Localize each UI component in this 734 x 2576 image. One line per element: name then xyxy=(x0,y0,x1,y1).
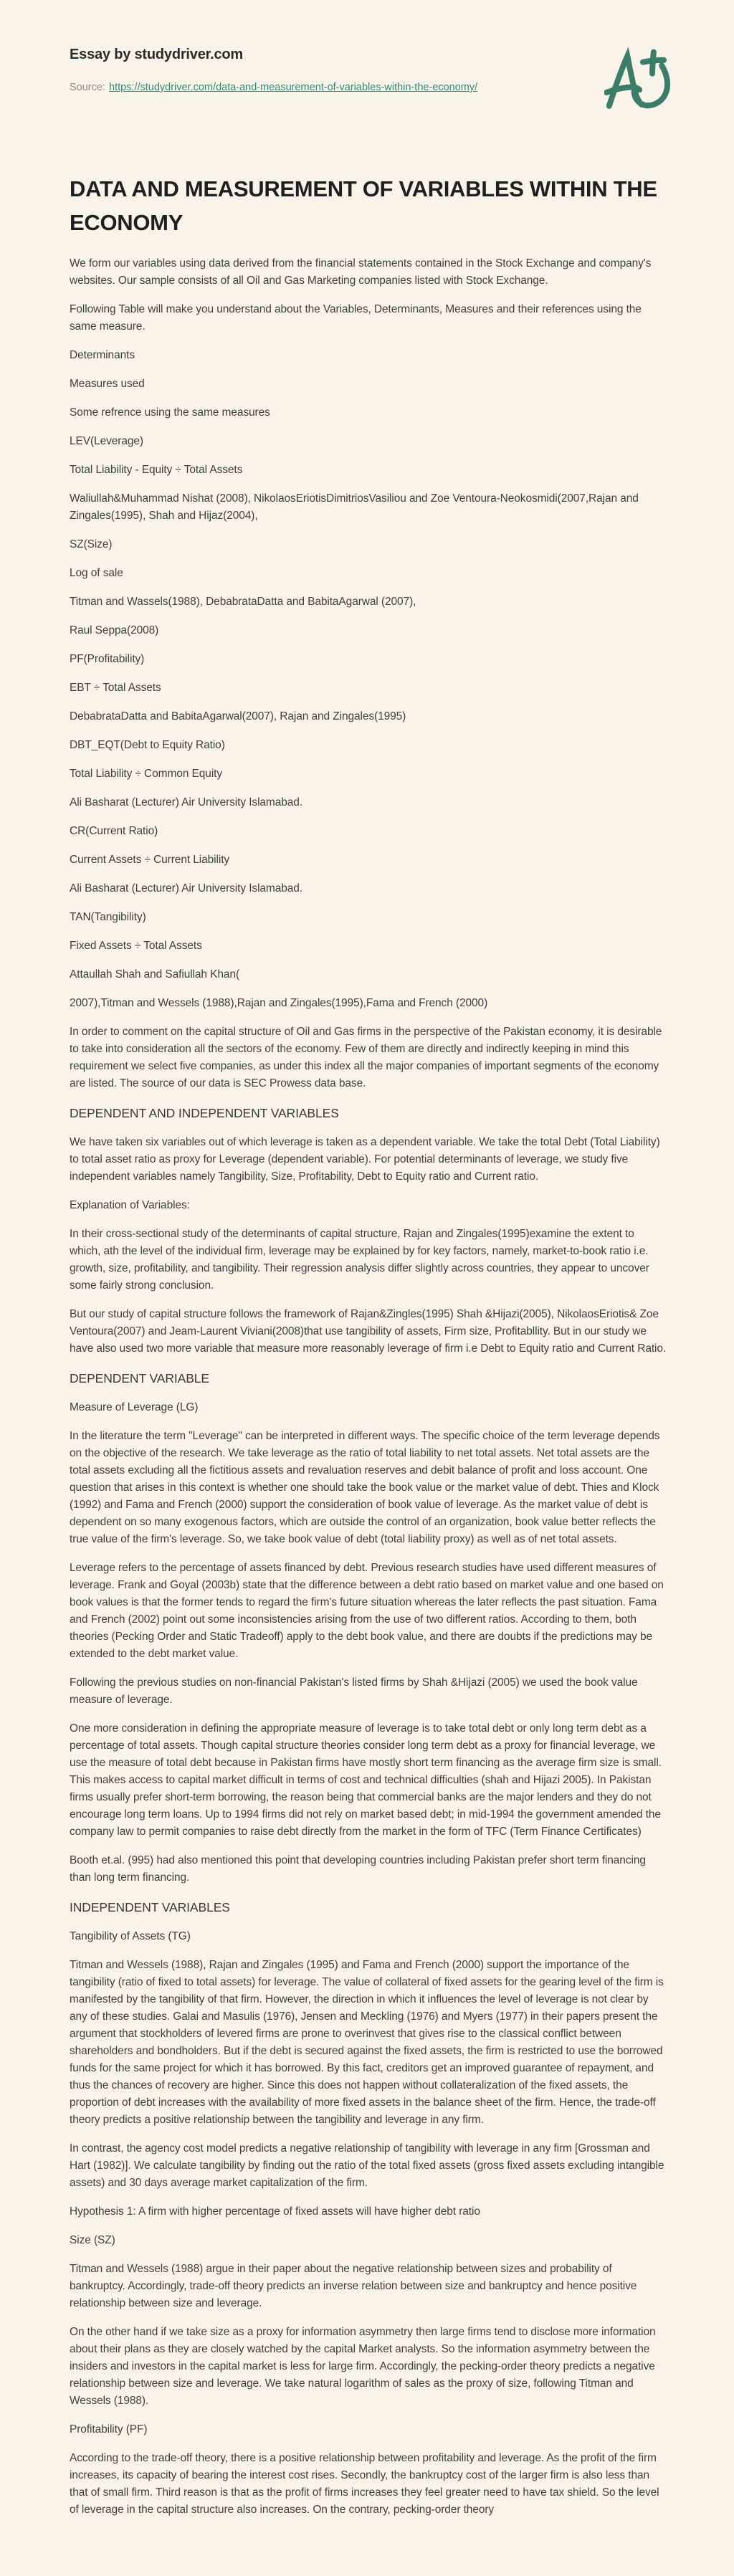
paragraph: SZ(Size) xyxy=(70,538,113,551)
paragraph: 2007),Titman and Wessels (1988),Rajan and Zingales(1995),Fama and French (2000) xyxy=(70,997,488,1010)
paragraph: CR(Current Ratio) xyxy=(70,825,158,838)
paragraph: Raul Seppa(2008) xyxy=(70,624,159,637)
paragraph: Following Table will make you understand about the Variables, Determinants, Measures and their references using the same measure. xyxy=(70,303,642,333)
paragraph: In the literature the term "Leverage" can be interpreted in different ways. The specific choice of the term leverage depends on the objective of the research. We take leverage as the ratio of total liability to net total assets. Net total assets are the total assets excluding all the fictitious assets and revaluation reserves and debit balance of profit and loss account. One question that arises in this context is whether one should take the book value or the market value of debt. Thies and Klock (1992) and Fama and French (2000) support the consideration of book value of leverage. As the market value of debt is dependent on so many exogenous factors, which are outside the control of an organization, book value better reflects the true value of the firm's leverage. So, we take book value of debt (total liability proxy) as well as of net total assets. xyxy=(70,1430,660,1546)
paragraph: We have taken six variables out of which leverage is taken as a dependent variable. We take the total Debt (Total Liability) to total asset ratio as proxy for Leverage (dependent variable). For potential determinants of leverage, we study five independent variables namely Tangibility, Size, Profitability, Debt to Equity ratio and Current ratio. xyxy=(70,1136,660,1183)
paragraph: Size (SZ) xyxy=(70,2234,115,2247)
paragraph: Titman and Wessels (1988), Rajan and Zingales (1995) and Fama and French (2000) support the importance of the tangibility (ratio of fixed to total assets) for leverage. The value of collateral of fixed assets for the gearing level of the firm is manifested by the tangibility of that firm. However, the direction in which it influences the level of leverage is not clear by any of these studies. Galai and Masulis (1976), Jensen and Meckling (1976) and Myers (1977) in their papers present the argument that stockholders of levered firms are prone to overinvest that gives rise to the classical conflict between shareholders and bondholders. But if the debt is secured against the fixed assets, the firm is restricted to use the borrowed funds for the same project for which it has borrowed. By this fact, creditors get an improved guarantee of repayment, and thus the chances of recovery are higher. Since this does not happen without collateralization of the fixed assets, the proportion of debt increases with the availability of more fixed assets in the balance sheet of the firm. Hence, the trade-off theory predicts a positive relationship between the tangibility and leverage in any firm. xyxy=(70,1959,664,2127)
paragraph: EBT ÷ Total Assets xyxy=(70,682,161,695)
paragraph: On the other hand if we take size as a proxy for information asymmetry then large firms tend to disclose more information about their plans as they are closely watched by the capital Market analysts. So the information asymmetry between the insiders and investors in the capital market is less for large firm. Accordingly, the pecking-order theory predicts a negative relationship between size and leverage. We take natural logarithm of sales as the proxy of size, following Titman and Wessels (1988). xyxy=(70,2326,656,2408)
paragraph: We form our variables using data derived from the financial statements contained in the Stock Exchange and company's websites. Our sample consists of all Oil and Gas Marketing companies listed with Stock Exchange. xyxy=(70,257,652,287)
paragraph: Booth et.al. (995) had also mentioned this point that developing countries including Pakistan prefer short term financing than long term financing. xyxy=(70,1854,646,1884)
paragraph: In order to comment on the capital structure of Oil and Gas firms in the perspective of the Pakistan economy, it is desirable to take into consideration all the sectors of the economy. Few of them are directly and indirectly keeping in mind this requirement we select five companies, as under this index all the major companies of important segments of the economy are listed. The source of our data is SEC Prowess data base. xyxy=(70,1026,662,1090)
paragraph: Profitability (PF) xyxy=(70,2423,148,2436)
site-title: Essay by studydriver.com xyxy=(70,47,243,62)
paragraph: Total Liability - Equity ÷ Total Assets xyxy=(70,464,243,477)
paragraph: Titman and Wassels(1988), DebabrataDatta and BabitaAgarwal (2007), xyxy=(70,596,416,609)
paragraph: DebabrataDatta and BabitaAgarwal(2007), Rajan and Zingales(1995) xyxy=(70,710,406,723)
paragraph: According to the trade-off theory, there is a positive relationship between profitability and leverage. As the profit of the firm increases, its capacity of bearing the interest cost rises. Secondly, the bankruptcy cost of the larger firm is also less than that of small firm. Third reason is that as the profit of firms increases they feel greater need to have tax shield. So the level of leverage in the capital structure also increases. On the contrary, pecking-order theory xyxy=(70,2452,659,2517)
paragraph: Hypothesis 1: A firm with higher percentage of fixed assets will have higher debt ratio xyxy=(70,2205,480,2218)
paragraph: DBT_EQT(Debt to Equity Ratio) xyxy=(70,739,225,752)
page-title: DATA AND MEASUREMENT OF VARIABLES WITHIN THE ECONOMY xyxy=(70,176,657,236)
paragraph: Log of sale xyxy=(70,567,123,580)
source-label: Source: xyxy=(70,82,105,93)
section-heading: DEPENDENT AND INDEPENDENT VARIABLES xyxy=(70,1106,339,1121)
paragraph: Current Assets ÷ Current Liability xyxy=(70,854,230,867)
paragraph: PF(Profitability) xyxy=(70,653,145,666)
source-link[interactable]: https://studydriver.com/data-and-measurement-of-variables-within-the-economy/ xyxy=(108,82,478,93)
paragraph: Following the previous studies on non-financial Pakistan's listed firms by Shah &Hijazi (2005) we used the book value measure of leverage. xyxy=(70,1676,638,1707)
source-line xyxy=(70,80,667,95)
paragraph: In their cross-sectional study of the determinants of capital structure, Rajan and Zingales(1995)examine the extent to which, ath the level of the individual firm, leverage may be explained by for key factors, namely, market-to-book ratio i.e. growth, size, profitability, and tangibility. Their regression analysis differ slightly across countries, they appear to uncover some fairly strong conclusion. xyxy=(70,1228,649,1292)
paragraph: Ali Basharat (Lecturer) Air University Islamabad. xyxy=(70,882,303,895)
paragraph: Titman and Wessels (1988) argue in their paper about the negative relationship between sizes and probability of bankruptcy. Accordingly, trade-off theory predicts an inverse relation between size and bankruptcy and hence positive relationship between size and leverage. xyxy=(70,2263,637,2310)
paragraph: Attaullah Shah and Safiullah Khan( xyxy=(70,968,240,981)
page-header xyxy=(70,46,667,95)
paragraph: Explanation of Variables: xyxy=(70,1199,190,1212)
section-heading: DEPENDENT VARIABLE xyxy=(70,1371,209,1386)
paragraph: Fixed Assets ÷ Total Assets xyxy=(70,940,202,953)
article-body xyxy=(70,255,667,2519)
a-plus-logo-icon xyxy=(604,47,679,115)
paragraph: LEV(Leverage) xyxy=(70,435,143,448)
paragraph: Determinants xyxy=(70,349,135,362)
paragraph: Ali Basharat (Lecturer) Air University Islamabad. xyxy=(70,796,303,809)
paragraph: Measures used xyxy=(70,378,145,391)
paragraph: Waliullah&Muhammad Nishat (2008), NikolaosEriotisDimitriosVasiliou and Zoe Ventoura-Neokosmidi(2007,Rajan and Zingales(1995), Shah and Hijaz(2004), xyxy=(70,492,639,523)
paragraph: Total Liability ÷ Common Equity xyxy=(70,768,223,781)
paragraph: Leverage refers to the percentage of assets financed by debt. Previous research studies have used different measures of leverage. Frank and Goyal (2003b) state that the difference between a debt ratio based on market value and one based on book values is that the former tends to regard the firm's future situation whereas the later reflects the past situation. Fama and French (2002) point out some inconsistencies arising from the use of two different ratios. According to them, both theories (Pecking Order and Static Tradeoff) apply to the debt book value, and there are doubts if the predictions may be extended to the debt market value. xyxy=(70,1562,664,1661)
section-heading: INDEPENDENT VARIABLES xyxy=(70,1900,230,1915)
paragraph: Some refrence using the same measures xyxy=(70,406,270,419)
paragraph: But our study of capital structure follows the framework of Rajan&Zingles(1995) Shah &Hijazi(2005), NikolaosEriotis& Zoe Ventoura(2007) and Jeam-Laurent Viviani(2008)that use tangibility of assets, Firm size, Profitabllity. But in our study we have also used two more variable that measure more reasonably leverage of firm i.e Debt to Equity ratio and Current Ratio. xyxy=(70,1308,667,1355)
paragraph: In contrast, the agency cost model predicts a negative relationship of tangibility with leverage in any firm [Grossman and Hart (1982)]. We calculate tangibility by finding out the ratio of the total fixed assets (gross fixed assets excluding intangible assets) and 30 days average market capitalization of the firm. xyxy=(70,2142,664,2190)
paragraph: One more consideration in defining the appropriate measure of leverage is to take total debt or only long term debt as a percentage of total assets. Though capital structure theories consider long term debt as a proxy for financial leverage, we use the measure of total debt because in Pakistan firms have mostly short term financing as the average firm size is small. This makes access to capital market difficult in terms of cost and technical difficulties (shah and Hijazi 2005). In Pakistan firms usually prefer short-term borrowing, the reason being that commercial banks are the major lenders and they do not encourage long term loans. Up to 1994 firms did not rely on market based debt; in mid-1994 the government amended the company law to permit companies to raise debt directly from the market in the form of TFC (Term Finance Certificates) xyxy=(70,1722,662,1838)
paragraph: TAN(Tangibility) xyxy=(70,911,146,924)
paragraph: Tangibility of Assets (TG) xyxy=(70,1930,191,1943)
paragraph: Measure of Leverage (LG) xyxy=(70,1401,199,1414)
